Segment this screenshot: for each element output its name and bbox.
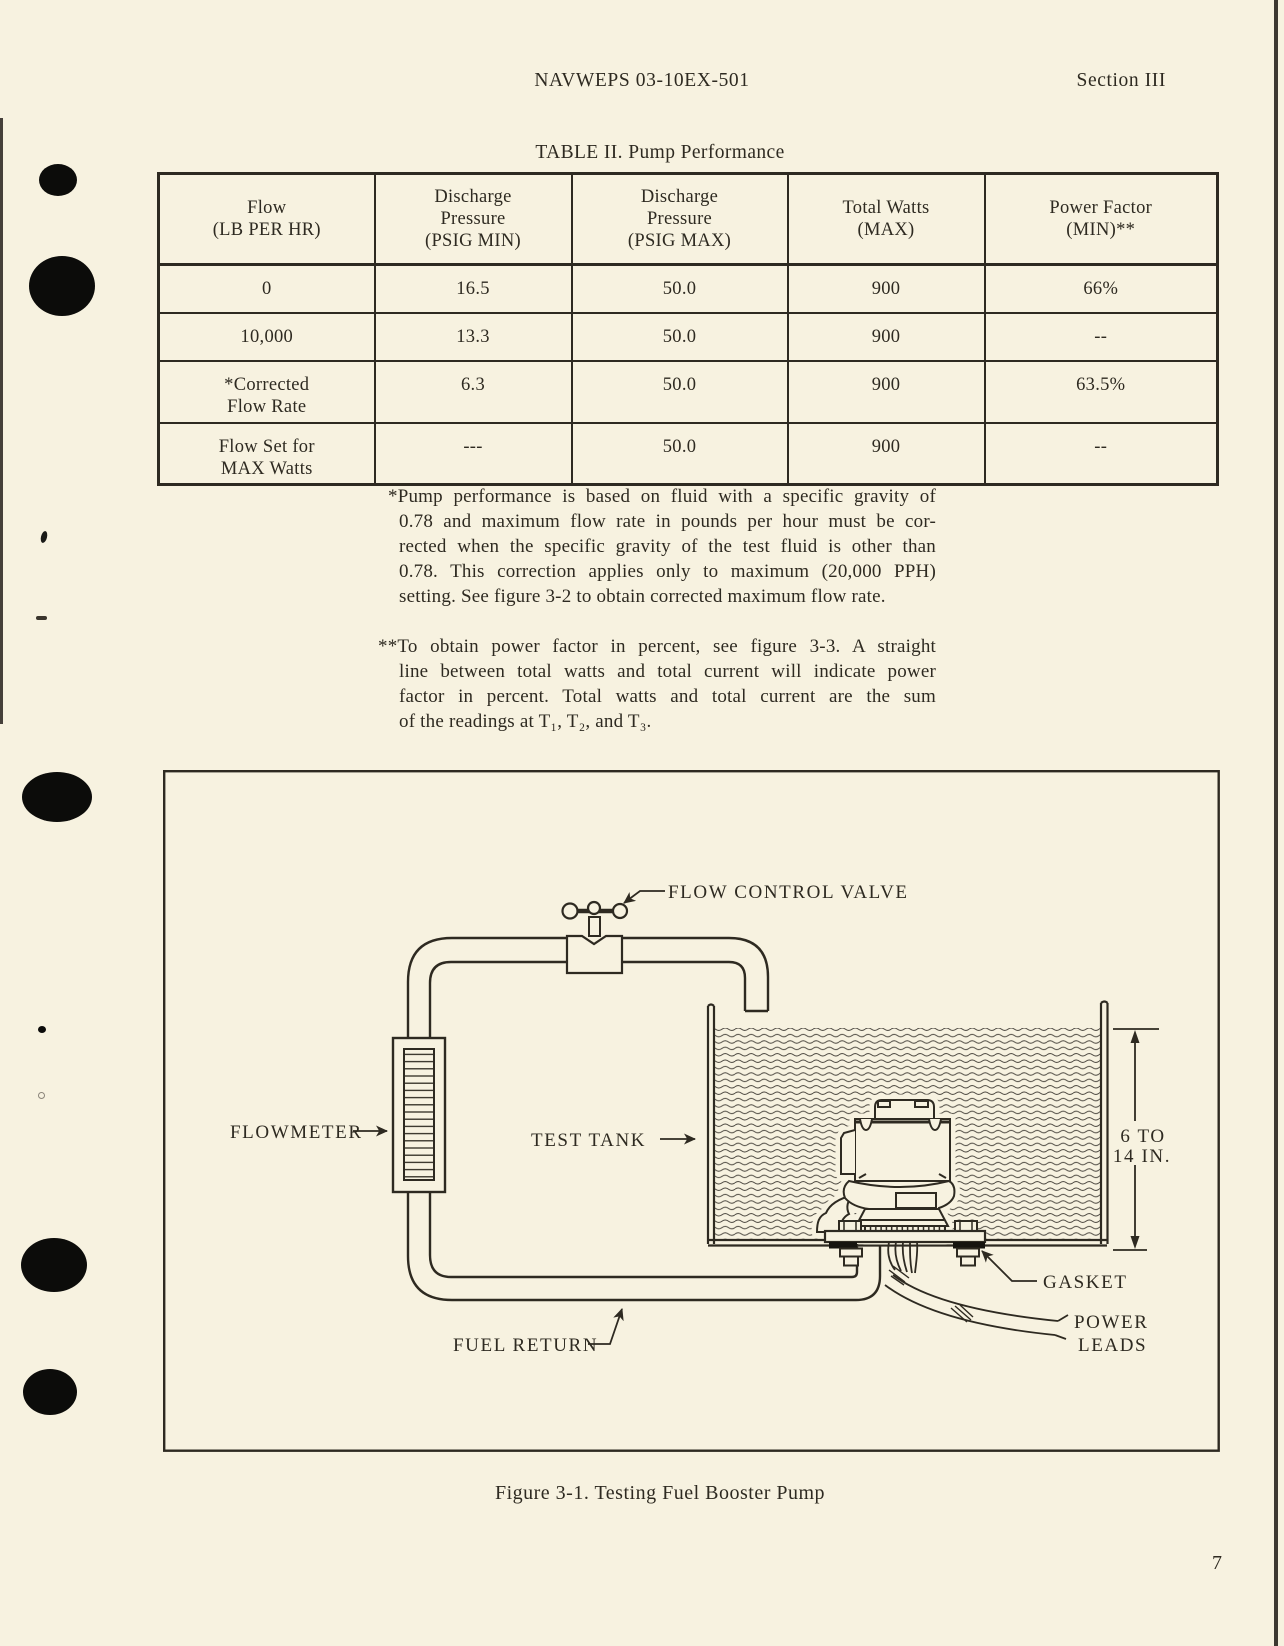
table-cell: 900 <box>788 313 985 361</box>
ink-speck <box>36 616 47 620</box>
table-row <box>159 265 1218 314</box>
table-header-cell: Total Watts (MAX) <box>788 174 985 265</box>
table-cell: 900 <box>788 265 985 314</box>
table-cell: 63.5% <box>985 361 1218 423</box>
dimension-label-line1: 6 TO <box>1120 1126 1166 1147</box>
table-header-cell: Discharge Pressure (PSIG MAX) <box>572 174 788 265</box>
table-cell: 900 <box>788 361 985 423</box>
footnote-line: of the readings at T₁, T₂, and T₃. <box>399 711 652 732</box>
table-cell: 10,000 <box>159 313 375 361</box>
binder-dot <box>23 1369 77 1415</box>
table-cell: 50.0 <box>572 265 788 314</box>
pump-performance-table <box>157 172 1219 486</box>
flowmeter <box>393 1038 445 1192</box>
table-header-row <box>159 174 1218 265</box>
flowmeter-label: FLOWMETER <box>230 1122 363 1143</box>
ink-speck <box>40 530 49 543</box>
table-cell: 16.5 <box>375 265 572 314</box>
table-cell: 0 <box>159 265 375 314</box>
table-cell: 6.3 <box>375 361 572 423</box>
table-row <box>159 313 1218 361</box>
figure-caption: Figure 3-1. Testing Fuel Booster Pump <box>494 1482 826 1504</box>
table-header-cell: Discharge Pressure (PSIG MIN) <box>375 174 572 265</box>
document-number: NAVWEPS 03-10EX-501 <box>534 70 750 91</box>
footnote-line: *Pump performance is based on fluid with a specific gravity of <box>388 486 936 507</box>
gasket-label: GASKET <box>1043 1272 1128 1293</box>
section-label: Section III <box>1076 70 1166 91</box>
figure-testing-fuel-booster-pump <box>163 770 1220 1452</box>
table-cell: -- <box>985 423 1218 485</box>
binder-dot <box>21 1238 87 1292</box>
ink-speck <box>38 1092 45 1099</box>
table-cell: 66% <box>985 265 1218 314</box>
binder-dot <box>29 256 95 316</box>
page-number: 7 <box>1212 1552 1222 1574</box>
footnote-line: **To obtain power factor in percent, see figure 3-3. A straight <box>378 636 936 657</box>
page-edge-left <box>0 118 3 724</box>
power-leads-label-line2: LEADS <box>1078 1335 1148 1356</box>
binder-dot <box>39 164 77 196</box>
flow-control-valve <box>563 902 628 973</box>
flow-control-valve-label: FLOW CONTROL VALVE <box>668 882 909 903</box>
footnote-line: 0.78. This correction applies only to maximum (20,000 PPH) <box>399 561 936 582</box>
table-cell: 13.3 <box>375 313 572 361</box>
table-cell: Flow Set for MAX Watts <box>159 423 375 485</box>
table-cell: *Corrected Flow Rate <box>159 361 375 423</box>
table-header-cell: Flow (LB PER HR) <box>159 174 375 265</box>
footnote-line: 0.78 and maximum flow rate in pounds per hour must be cor- <box>399 511 936 532</box>
table-cell: 50.0 <box>572 423 788 485</box>
table-cell: --- <box>375 423 572 485</box>
footnote-line: setting. See figure 3-2 to obtain corrected maximum flow rate. <box>399 586 886 607</box>
footnote-line: factor in percent. Total watts and total current are the sum <box>399 686 936 707</box>
footnote-power-factor <box>378 634 936 734</box>
power-leads-label-line1: POWER <box>1074 1312 1149 1333</box>
table-row <box>159 361 1218 423</box>
table-cell: 50.0 <box>572 313 788 361</box>
fuel-return-label: FUEL RETURN <box>453 1335 599 1356</box>
binder-dot <box>22 772 92 822</box>
dimension-label-line2: 14 IN. <box>1112 1146 1172 1167</box>
table-cell: 900 <box>788 423 985 485</box>
table-title: TABLE II. Pump Performance <box>535 142 785 163</box>
page-edge-right <box>1274 0 1278 1646</box>
footnote-line: rected when the specific gravity of the test fluid is other than <box>399 536 936 557</box>
test-tank-label: TEST TANK <box>531 1130 647 1151</box>
table-row <box>159 423 1218 485</box>
binder-dot <box>38 1026 46 1033</box>
table-header-cell: Power Factor (MIN)** <box>985 174 1218 265</box>
footnote-specific-gravity <box>388 484 936 609</box>
table-cell: 50.0 <box>572 361 788 423</box>
footnote-line: line between total watts and total current will indicate power <box>399 661 936 682</box>
table-cell: -- <box>985 313 1218 361</box>
